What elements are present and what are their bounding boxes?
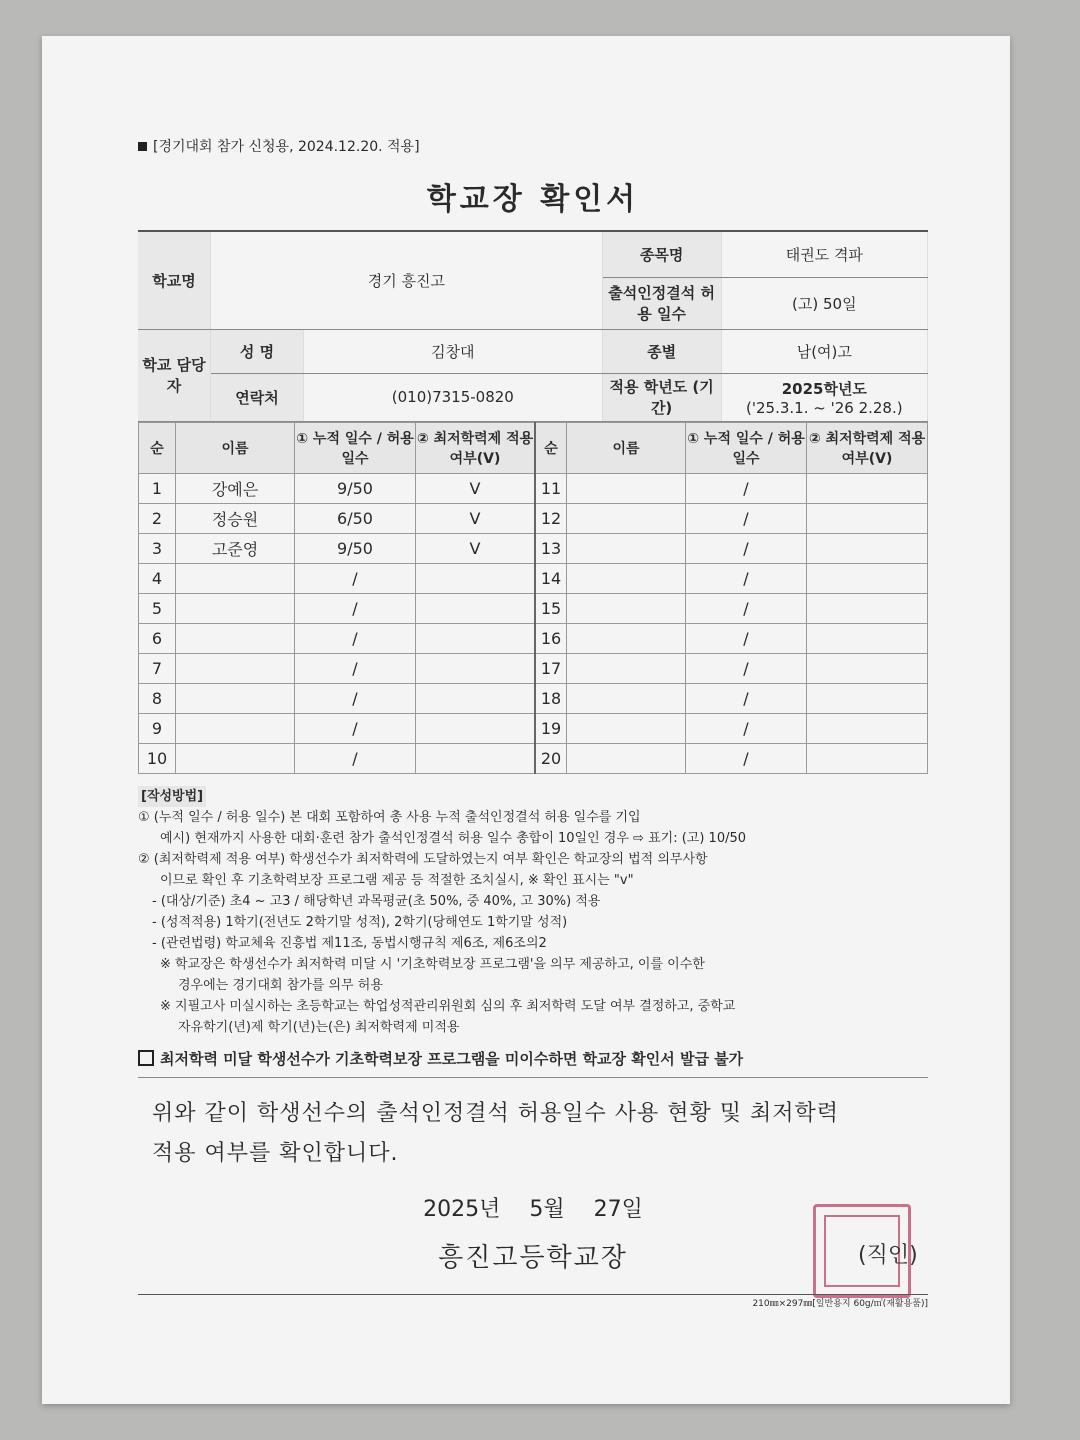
table-row bbox=[139, 653, 928, 683]
row-check-2 bbox=[807, 683, 928, 713]
gender-label: 종별 bbox=[602, 329, 721, 373]
row-no-2: 17 bbox=[535, 653, 567, 683]
instruction-line: - (관련법령) 학교체육 진흥법 제11조, 동법시행규칙 제6조, 제6조의2 bbox=[152, 935, 547, 951]
instruction-line: ① (누적 일수 / 허용 일수) 본 대회 포함하여 총 사용 누적 출석인정결석 허용 일수를 기입 bbox=[138, 809, 641, 825]
row-days: 6/50 bbox=[295, 503, 416, 533]
row-days: / bbox=[295, 743, 416, 773]
instruction-line: ※ 학교장은 학생선수가 최저학력 미달 시 '기초학력보장 프로그램'을 의무 제공하고, 이를 이수한 bbox=[160, 956, 705, 972]
athlete-table bbox=[138, 422, 928, 774]
school-label: 학교명 bbox=[138, 231, 211, 329]
row-no-2: 14 bbox=[535, 563, 567, 593]
row-name bbox=[176, 653, 295, 683]
row-days: / bbox=[295, 593, 416, 623]
table-row bbox=[139, 683, 928, 713]
row-check-2 bbox=[807, 713, 928, 743]
absence-label: 출석인정결석 허용 일수 bbox=[602, 277, 721, 329]
row-check bbox=[416, 623, 536, 653]
row-check-2 bbox=[807, 563, 928, 593]
row-check-2 bbox=[807, 593, 928, 623]
table-row bbox=[139, 563, 928, 593]
issue-date: 2025년 5월 27일 bbox=[423, 1196, 643, 1222]
row-days-2: / bbox=[686, 683, 807, 713]
instruction-line: - (성적적용) 1학기(전년도 2학기말 성적), 2학기(당해연도 1학기말 성적) bbox=[152, 914, 568, 930]
row-no: 9 bbox=[139, 713, 176, 743]
row-name bbox=[176, 713, 295, 743]
school-value: 경기 흥진고 bbox=[211, 231, 603, 329]
row-no-2: 20 bbox=[535, 743, 567, 773]
instruction-line: ② (최저학력제 적용 여부) 학생선수가 최저학력에 도달하였는지 여부 확인은 학교장의 법적 의무사항 bbox=[138, 851, 708, 867]
square-bullet-icon bbox=[138, 142, 147, 151]
row-name bbox=[176, 683, 295, 713]
row-check-2 bbox=[807, 473, 928, 503]
instruction-line: 예시) 현재까지 사용한 대회·훈련 참가 출석인정결석 허용 일수 총합이 10일인 경우 ⇨ 표기: (고) 10/50 bbox=[160, 830, 747, 846]
event-label: 종목명 bbox=[602, 231, 721, 277]
row-check: V bbox=[416, 473, 536, 503]
row-check bbox=[416, 743, 536, 773]
col-name-2: 이름 bbox=[567, 422, 686, 473]
row-no: 6 bbox=[139, 623, 176, 653]
row-check bbox=[416, 713, 536, 743]
instruction-line: - (대상/기준) 초4 ~ 고3 / 해당학년 과목평균(초 50%, 중 40%, 고 30%) 적용 bbox=[152, 893, 601, 909]
event-value: 태권도 격파 bbox=[721, 231, 927, 277]
table-row bbox=[139, 713, 928, 743]
athlete-table-header bbox=[139, 422, 928, 473]
row-days-2: / bbox=[686, 623, 807, 653]
row-days-2: / bbox=[686, 593, 807, 623]
row-no-2: 11 bbox=[535, 473, 567, 503]
row-check bbox=[416, 683, 536, 713]
info-table bbox=[138, 230, 928, 422]
row-name-2 bbox=[567, 533, 686, 563]
row-days-2: / bbox=[686, 533, 807, 563]
absence-value: (고) 50일 bbox=[721, 277, 927, 329]
row-days-2: / bbox=[686, 563, 807, 593]
row-name bbox=[176, 563, 295, 593]
checkbox-bullet-icon bbox=[138, 1050, 154, 1066]
row-name: 강예은 bbox=[176, 473, 295, 503]
phone-value: (010)7315-0820 bbox=[304, 373, 603, 421]
row-no-2: 16 bbox=[535, 623, 567, 653]
row-name-2 bbox=[567, 503, 686, 533]
gender-value: 남(여)고 bbox=[721, 329, 927, 373]
notice: 최저학력 미달 학생선수가 기초학력보장 프로그램을 미이수하면 학교장 확인서 발급 불가 bbox=[138, 1048, 928, 1078]
instruction-line: 이므로 확인 후 기초학력보장 프로그램 제공 등 적절한 조치실시, ※ 확인 표시는 "v" bbox=[160, 872, 634, 888]
form-tagline: [경기대회 참가 신청용, 2024.12.20. 적용] bbox=[138, 136, 928, 156]
row-check-2 bbox=[807, 503, 928, 533]
instructions-title: [작성방법] bbox=[138, 786, 206, 807]
row-no-2: 15 bbox=[535, 593, 567, 623]
document-paper bbox=[42, 36, 1010, 1404]
col-name: 이름 bbox=[176, 422, 295, 473]
row-name: 정승원 bbox=[176, 503, 295, 533]
table-row bbox=[139, 743, 928, 773]
instruction-line: 경우에는 경기대회 참가를 의무 허용 bbox=[178, 977, 383, 993]
phone-label: 연락처 bbox=[211, 373, 304, 421]
row-name: 고준영 bbox=[176, 533, 295, 563]
seal-label: (직인) bbox=[858, 1243, 918, 1268]
confirmation-text: 위와 같이 학생선수의 출석인정결석 허용일수 사용 현황 및 최저학력 적용 여부를 확인합니다. bbox=[152, 1100, 840, 1166]
athlete-table-body bbox=[139, 473, 928, 773]
document-body bbox=[138, 136, 928, 1309]
row-no: 2 bbox=[139, 503, 176, 533]
name-value: 김창대 bbox=[304, 329, 603, 373]
instructions bbox=[138, 786, 928, 1038]
row-no-2: 18 bbox=[535, 683, 567, 713]
row-no: 3 bbox=[139, 533, 176, 563]
row-days: 9/50 bbox=[295, 533, 416, 563]
row-days-2: / bbox=[686, 653, 807, 683]
col-days: ① 누적 일수 / 허용 일수 bbox=[295, 422, 416, 473]
manager-label: 학교 담당자 bbox=[138, 329, 211, 421]
document-title: 학교장 확인서 bbox=[426, 182, 640, 217]
year-cell bbox=[721, 373, 927, 421]
name-label: 성 명 bbox=[211, 329, 304, 373]
row-name-2 bbox=[567, 743, 686, 773]
row-days-2: / bbox=[686, 713, 807, 743]
row-days-2: / bbox=[686, 473, 807, 503]
row-no: 5 bbox=[139, 593, 176, 623]
row-no: 7 bbox=[139, 653, 176, 683]
row-no: 1 bbox=[139, 473, 176, 503]
row-name-2 bbox=[567, 683, 686, 713]
instruction-line: ※ 지필고사 미실시하는 초등학교는 학업성적관리위원회 심의 후 최저학력 도달 여부 결정하고, 중학교 bbox=[160, 998, 736, 1014]
principal-name: 흥진고등학교장 bbox=[438, 1242, 628, 1273]
col-no-2: 순 bbox=[535, 422, 567, 473]
year-label: 적용 학년도 (기간) bbox=[602, 373, 721, 421]
row-name bbox=[176, 623, 295, 653]
row-name bbox=[176, 743, 295, 773]
row-check bbox=[416, 653, 536, 683]
table-row bbox=[139, 593, 928, 623]
row-check bbox=[416, 593, 536, 623]
row-check: V bbox=[416, 503, 536, 533]
footer-divider bbox=[138, 1294, 928, 1295]
row-check bbox=[416, 563, 536, 593]
row-days: / bbox=[295, 563, 416, 593]
row-days: 9/50 bbox=[295, 473, 416, 503]
row-name-2 bbox=[567, 563, 686, 593]
table-row bbox=[139, 533, 928, 563]
table-row bbox=[139, 473, 928, 503]
table-row bbox=[139, 503, 928, 533]
row-no-2: 13 bbox=[535, 533, 567, 563]
year-value: 2025학년도 bbox=[781, 379, 867, 398]
row-check-2 bbox=[807, 533, 928, 563]
col-check: ② 최저학력제 적용 여부(V) bbox=[416, 422, 536, 473]
row-no-2: 12 bbox=[535, 503, 567, 533]
instruction-line: 자유학기(년)제 학기(년)는(은) 최저학력제 미적용 bbox=[178, 1019, 460, 1035]
col-days-2: ① 누적 일수 / 허용 일수 bbox=[686, 422, 807, 473]
row-check: V bbox=[416, 533, 536, 563]
row-name bbox=[176, 593, 295, 623]
row-name-2 bbox=[567, 593, 686, 623]
row-no: 8 bbox=[139, 683, 176, 713]
col-no: 순 bbox=[139, 422, 176, 473]
row-days-2: / bbox=[686, 743, 807, 773]
row-no-2: 19 bbox=[535, 713, 567, 743]
row-check-2 bbox=[807, 743, 928, 773]
row-days: / bbox=[295, 713, 416, 743]
row-days: / bbox=[295, 683, 416, 713]
row-no: 10 bbox=[139, 743, 176, 773]
row-days-2: / bbox=[686, 503, 807, 533]
row-check-2 bbox=[807, 623, 928, 653]
row-check-2 bbox=[807, 653, 928, 683]
row-days: / bbox=[295, 653, 416, 683]
row-name-2 bbox=[567, 623, 686, 653]
row-name-2 bbox=[567, 713, 686, 743]
year-period: ('25.3.1. ~ '26 2.28.) bbox=[746, 398, 903, 417]
row-name-2 bbox=[567, 473, 686, 503]
row-no: 4 bbox=[139, 563, 176, 593]
row-days: / bbox=[295, 623, 416, 653]
col-check-2: ② 최저학력제 적용 여부(V) bbox=[807, 422, 928, 473]
table-row bbox=[139, 623, 928, 653]
paper-size-note: 210㎜×297㎜[일반용지 60g/㎡(재활용품)] bbox=[752, 1299, 928, 1309]
row-name-2 bbox=[567, 653, 686, 683]
